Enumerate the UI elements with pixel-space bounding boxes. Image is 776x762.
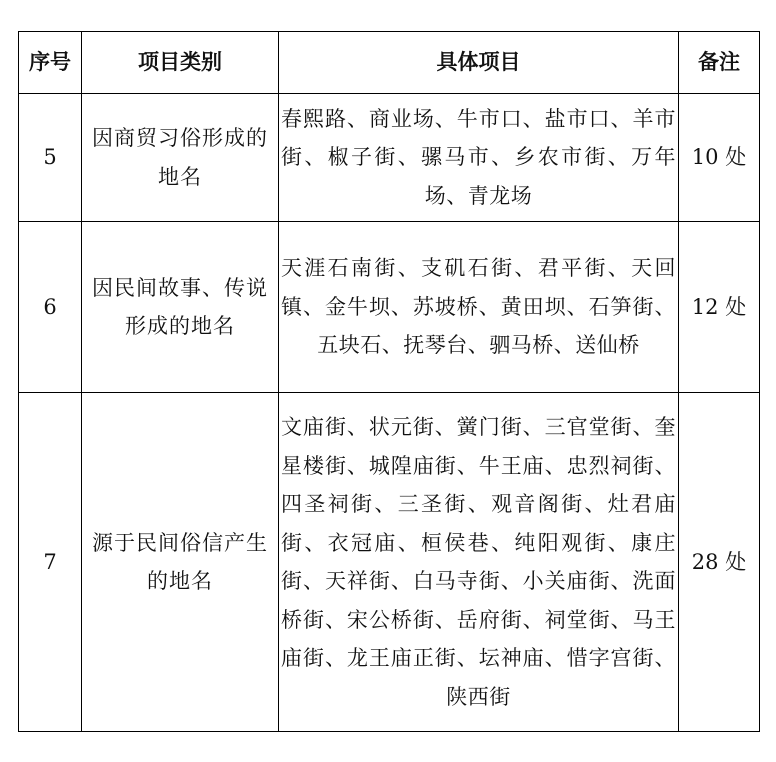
row-items: 春熙路、商业场、牛市口、盐市口、羊市街、椒子街、骡马市、乡农市街、万年场、青龙场 — [279, 94, 679, 222]
table-row — [19, 94, 760, 222]
row-items: 天涯石南街、支矶石街、君平街、天回镇、金牛坝、苏坡桥、黄田坝、石笋街、五块石、抚琴台、驷马桥、送仙桥 — [279, 222, 679, 393]
header-seq: 序号 — [19, 32, 82, 94]
table-header-row — [19, 32, 760, 94]
header-note: 备注 — [679, 32, 760, 94]
header-items: 具体项目 — [279, 32, 679, 94]
row-seq: 7 — [19, 393, 82, 732]
row-category: 因民间故事、传说形成的地名 — [82, 222, 279, 393]
place-names-table — [18, 31, 760, 732]
row-note: 28 处 — [679, 393, 760, 732]
table-row — [19, 222, 760, 393]
row-seq: 5 — [19, 94, 82, 222]
row-note: 10 处 — [679, 94, 760, 222]
row-note: 12 处 — [679, 222, 760, 393]
table-row — [19, 393, 760, 732]
header-category: 项目类别 — [82, 32, 279, 94]
row-seq: 6 — [19, 222, 82, 393]
row-category: 因商贸习俗形成的地名 — [82, 94, 279, 222]
row-category: 源于民间俗信产生的地名 — [82, 393, 279, 732]
row-items: 文庙街、状元街、黉门街、三官堂街、奎星楼街、城隍庙街、牛王庙、忠烈祠街、四圣祠街、三圣街、观音阁街、灶君庙街、衣冠庙、桓侯巷、纯阳观街、康庄街、天祥街、白马寺街、小关庙街、洗面桥街、宋公桥街、岳府街、祠堂街、马王庙街、龙王庙正街、坛神庙、惜字宫街、陕西街 — [279, 393, 679, 732]
